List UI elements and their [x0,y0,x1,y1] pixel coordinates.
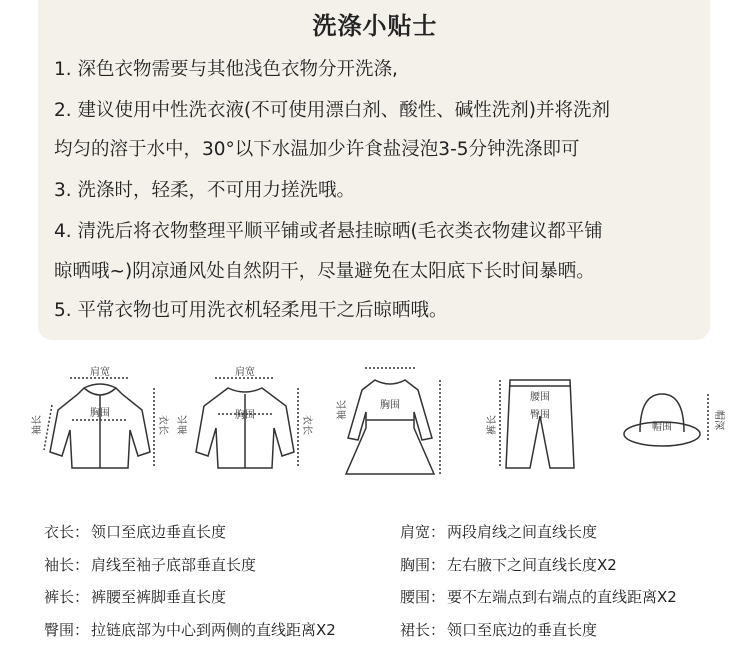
hat-figure [624,394,726,446]
length-label-2: 衣长 [301,415,312,435]
length-label: 衣长 [157,415,168,435]
tip-line-1: 1. 深色衣物需要与其他浅色衣物分开洗涤, [54,59,398,80]
tip-line-4: 4. 清洗后将衣物整理平顺平铺或者悬挂晾晒(毛衣类衣物建议都平铺 [54,221,603,242]
waist-label: 腰围 [530,392,550,403]
tip-line-3: 3. 洗涤时，轻柔，不可用力搓洗哦。 [54,180,356,201]
sleeve-label-2: 袖长 [178,415,189,435]
sleeve-label: 袖长 [32,415,43,435]
legend-left-1: 衣长： 领口至底边垂直长度 [44,523,227,541]
pants-length-label: 裤长 [487,415,498,435]
legend-left-3: 裤长： 裤腰至裤脚垂直长度 [44,588,227,606]
legend-right-3: 腰围： 要不左端点到右端点的直线距离X2 [400,588,677,606]
tip-line-2-cont: 均匀的溶于水中，30°以下水温加少许食盐浸泡3-5分钟洗涤即可 [54,139,580,160]
chest-label: 胸围 [90,408,110,419]
shoulder-label-2: 肩宽 [235,367,255,378]
tips-panel [38,0,710,340]
hat-circ-label: 帽围 [652,422,672,433]
chest-label-3: 胸围 [380,400,400,411]
shoulder-label: 肩宽 [90,367,110,378]
dress-figure [335,368,440,474]
measurement-diagrams [0,350,750,490]
hip-label: 臀围 [530,410,550,421]
tip-line-2: 2. 建议使用中性洗衣液(不可使用漂白剂、酸性、碱性洗剂)并将洗剂 [54,100,610,121]
hooded-jacket-figure [30,365,170,468]
chest-label-2: 胸围 [235,410,255,421]
page-title: 洗涤小贴士 [312,12,438,40]
pants-figure [485,380,574,468]
tip-line-4-cont: 晾晒哦~)阴凉通风处自然阴干，尽量避免在太阳底下长时间暴晒。 [54,261,595,282]
legend-right-4: 裙长： 领口至底边的垂直长度 [400,621,598,639]
legend-right-2: 胸围： 左右腋下之间直线长度X2 [400,556,617,574]
legend-right-1: 肩宽： 两段肩线之间直线长度 [400,523,598,541]
hat-depth-label: 帽深 [713,410,724,430]
cardigan-figure [176,365,314,468]
tip-line-5: 5. 平常衣物也可用洗衣机轻柔甩干之后晾晒哦。 [54,300,448,321]
legend-left-2: 袖长： 肩线至袖子底部垂直长度 [44,556,257,574]
legend-left-4: 臀围： 拉链底部为中心到两侧的直线距离X2 [44,621,336,639]
sleeve-label-3: 袖长 [337,400,348,420]
